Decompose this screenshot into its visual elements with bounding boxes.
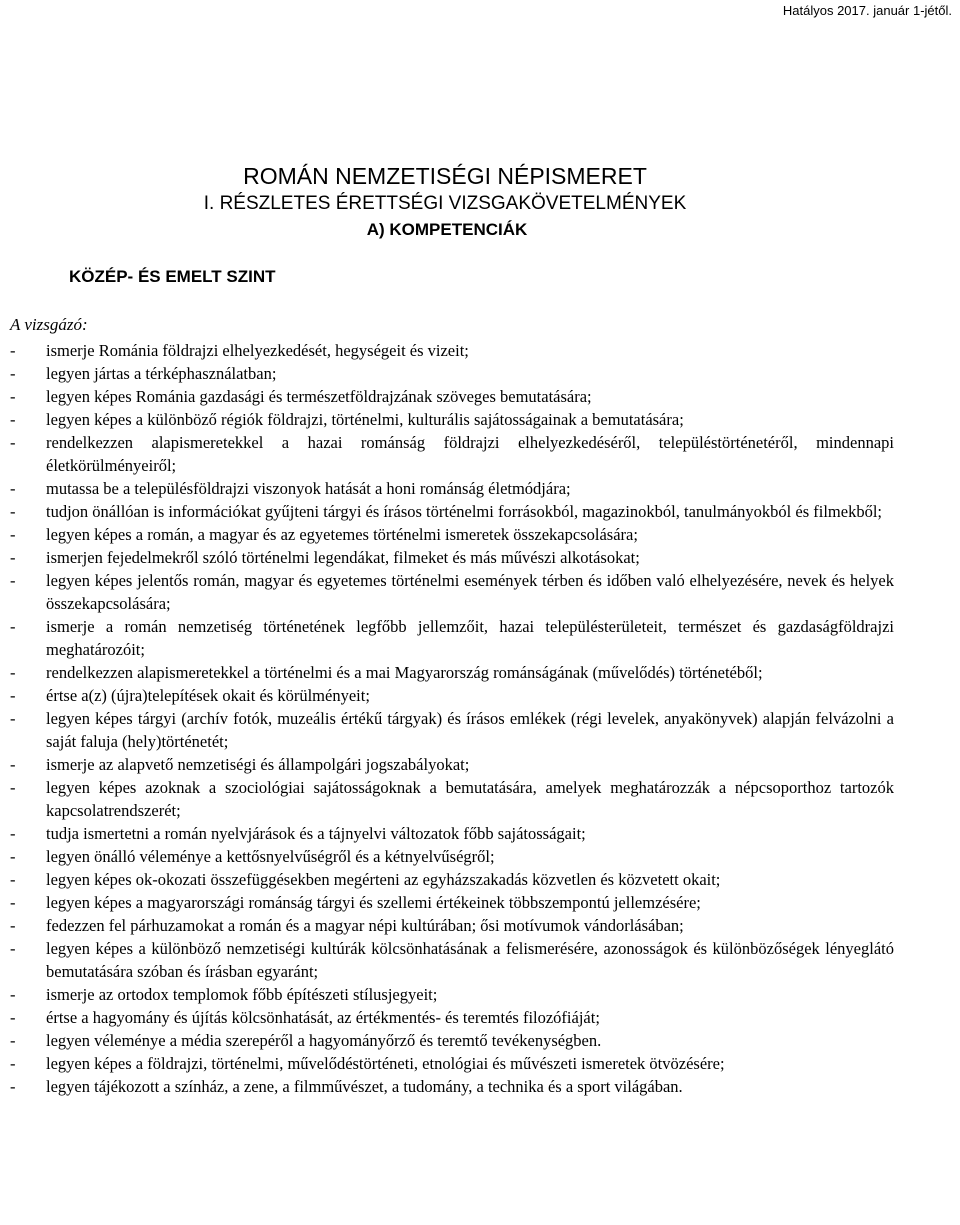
list-dash: - <box>10 709 16 728</box>
list-dash: - <box>10 341 16 360</box>
list-dash: - <box>10 778 16 797</box>
list-item-text: tudja ismertetni a román nyelvjárások és a tájnyelvi változatok főbb sajátosságait; <box>46 824 586 843</box>
list-item-text: legyen képes azoknak a szociológiai sajátosságoknak a bemutatására, amelyek meghatározzák a népcsoporthoz tartozók kapcsolatrendszerét; <box>46 778 894 820</box>
list-item <box>10 1052 894 1075</box>
list-item-text: legyen képes tárgyi (archív fotók, muzeális értékű tárgyak) és írásos emlékek (régi levelek, anyakönyvek) alapján felvázolni a saját faluja (hely)történetét; <box>46 709 894 751</box>
list-dash: - <box>10 1008 16 1027</box>
list-item-text: fedezzen fel párhuzamokat a román és a magyar népi kultúrában; ősi motívumok vándorlásában; <box>46 916 684 935</box>
list-dash: - <box>10 985 16 1004</box>
list-dash: - <box>10 617 16 636</box>
list-item <box>10 569 894 615</box>
effective-date: Hatályos 2017. január 1-jétől. <box>782 3 952 18</box>
list-item <box>10 937 894 983</box>
list-item-text: legyen képes a román, a magyar és az egyetemes történelmi ismeretek összekapcsolására; <box>46 525 638 544</box>
list-dash: - <box>10 571 16 590</box>
list-item-text: legyen képes a földrajzi, történelmi, művelődéstörténeti, etnológiai és művészeti ismeretek ötvözésére; <box>46 1054 725 1073</box>
section-heading: A) KOMPETENCIÁK <box>366 220 528 239</box>
list-dash: - <box>10 916 16 935</box>
list-dash: - <box>10 939 16 958</box>
list-item-text: legyen képes a magyarországi románság tárgyi és szellemi értékeinek többszempontú jellemzésére; <box>46 893 701 912</box>
list-item-text: ismerje az alapvető nemzetiségi és állampolgári jogszabályokat; <box>46 755 470 774</box>
list-item-text: ismerje az ortodox templomok főbb építészeti stílusjegyeit; <box>46 985 438 1004</box>
list-dash: - <box>10 525 16 544</box>
list-dash: - <box>10 548 16 567</box>
list-item <box>10 983 894 1006</box>
list-dash: - <box>10 686 16 705</box>
list-dash: - <box>10 824 16 843</box>
document-title: ROMÁN NEMZETISÉGI NÉPISMERET <box>243 163 647 189</box>
list-dash: - <box>10 847 16 866</box>
list-dash: - <box>10 1031 16 1050</box>
list-item <box>10 1006 894 1029</box>
list-item <box>10 891 894 914</box>
list-item-text: rendelkezzen alapismeretekkel a történelmi és a mai Magyarország románságának (művelődés) történetéből; <box>46 663 763 682</box>
list-item <box>10 914 894 937</box>
list-item <box>10 546 894 569</box>
list-dash: - <box>10 502 16 521</box>
list-dash: - <box>10 663 16 682</box>
list-item-text: ismerje a román nemzetiség történetének legfőbb jellemzőit, hazai településterületeit, természet és gazdaságföldrajzi meghatározóit; <box>46 617 894 659</box>
list-item-text: legyen képes ok-okozati összefüggésekben megérteni az egyházszakadás közvetlen és közvetett okait; <box>46 870 721 889</box>
list-item <box>10 477 894 500</box>
list-item <box>10 339 894 362</box>
list-item <box>10 753 894 776</box>
competency-list <box>10 339 894 1098</box>
list-item-text: legyen önálló véleménye a kettősnyelvűségről és a kétnyelvűségről; <box>46 847 495 866</box>
list-item <box>10 868 894 891</box>
list-dash: - <box>10 387 16 406</box>
list-item <box>10 615 894 661</box>
list-item <box>10 385 894 408</box>
list-item <box>10 845 894 868</box>
list-item-text: rendelkezzen alapismeretekkel a hazai románság földrajzi elhelyezkedéséről, településtörténetéről, mindennapi életkörülményeiről; <box>46 433 894 475</box>
list-item-text: legyen véleménye a média szerepéről a hagyományőrző és teremtő tevékenységben. <box>46 1031 602 1050</box>
list-item <box>10 661 894 684</box>
list-dash: - <box>10 479 16 498</box>
list-item <box>10 362 894 385</box>
level-heading: KÖZÉP- ÉS EMELT SZINT <box>69 267 276 286</box>
list-dash: - <box>10 893 16 912</box>
document-subtitle: I. RÉSZLETES ÉRETTSÉGI VIZSGAKÖVETELMÉNYEK <box>203 193 687 214</box>
list-item <box>10 776 894 822</box>
list-item-text: legyen képes a különböző régiók földrajzi, történelmi, kulturális sajátosságainak a bemutatására; <box>46 410 684 429</box>
list-item <box>10 523 894 546</box>
list-dash: - <box>10 1077 16 1096</box>
list-item <box>10 1075 894 1098</box>
intro-label: A vizsgázó: <box>10 315 88 334</box>
list-item <box>10 1029 894 1052</box>
list-dash: - <box>10 870 16 889</box>
list-item-text: ismerje Románia földrajzi elhelyezkedését, hegységeit és vizeit; <box>46 341 469 360</box>
list-item-text: legyen képes a különböző nemzetiségi kultúrák kölcsönhatásának a felismerésére, azonosságok és különbözőségek lényeglátó bemutatására szóban és írásban egyaránt; <box>46 939 894 981</box>
list-item <box>10 822 894 845</box>
list-item <box>10 707 894 753</box>
list-item-text: legyen tájékozott a színház, a zene, a filmművészet, a tudomány, a technika és a sport világában. <box>46 1077 683 1096</box>
list-item <box>10 500 894 523</box>
list-item-text: legyen képes jelentős román, magyar és egyetemes történelmi események térben és időben való elhelyezésére, nevek és helyek összekapcsolására; <box>46 571 894 613</box>
list-item <box>10 431 894 477</box>
list-item-text: legyen jártas a térképhasználatban; <box>46 364 277 383</box>
list-dash: - <box>10 410 16 429</box>
list-dash: - <box>10 1054 16 1073</box>
list-item-text: mutassa be a településföldrajzi viszonyok hatását a honi románság életmódjára; <box>46 479 571 498</box>
list-item-text: legyen képes Románia gazdasági és természetföldrajzának szöveges bemutatására; <box>46 387 592 406</box>
list-dash: - <box>10 364 16 383</box>
list-item-text: tudjon önállóan is információkat gyűjteni tárgyi és írásos történelmi forrásokból, magazinokból, tanulmányokból és filmekből; <box>46 502 882 521</box>
list-item <box>10 684 894 707</box>
list-dash: - <box>10 755 16 774</box>
list-item-text: ismerjen fejedelmekről szóló történelmi legendákat, filmeket és más művészi alkotásokat; <box>46 548 640 567</box>
list-dash: - <box>10 433 16 452</box>
list-item <box>10 408 894 431</box>
list-item-text: értse a(z) (újra)telepítések okait és körülményeit; <box>46 686 370 705</box>
list-item-text: értse a hagyomány és újítás kölcsönhatását, az értékmentés- és teremtés filozófiáját; <box>46 1008 600 1027</box>
